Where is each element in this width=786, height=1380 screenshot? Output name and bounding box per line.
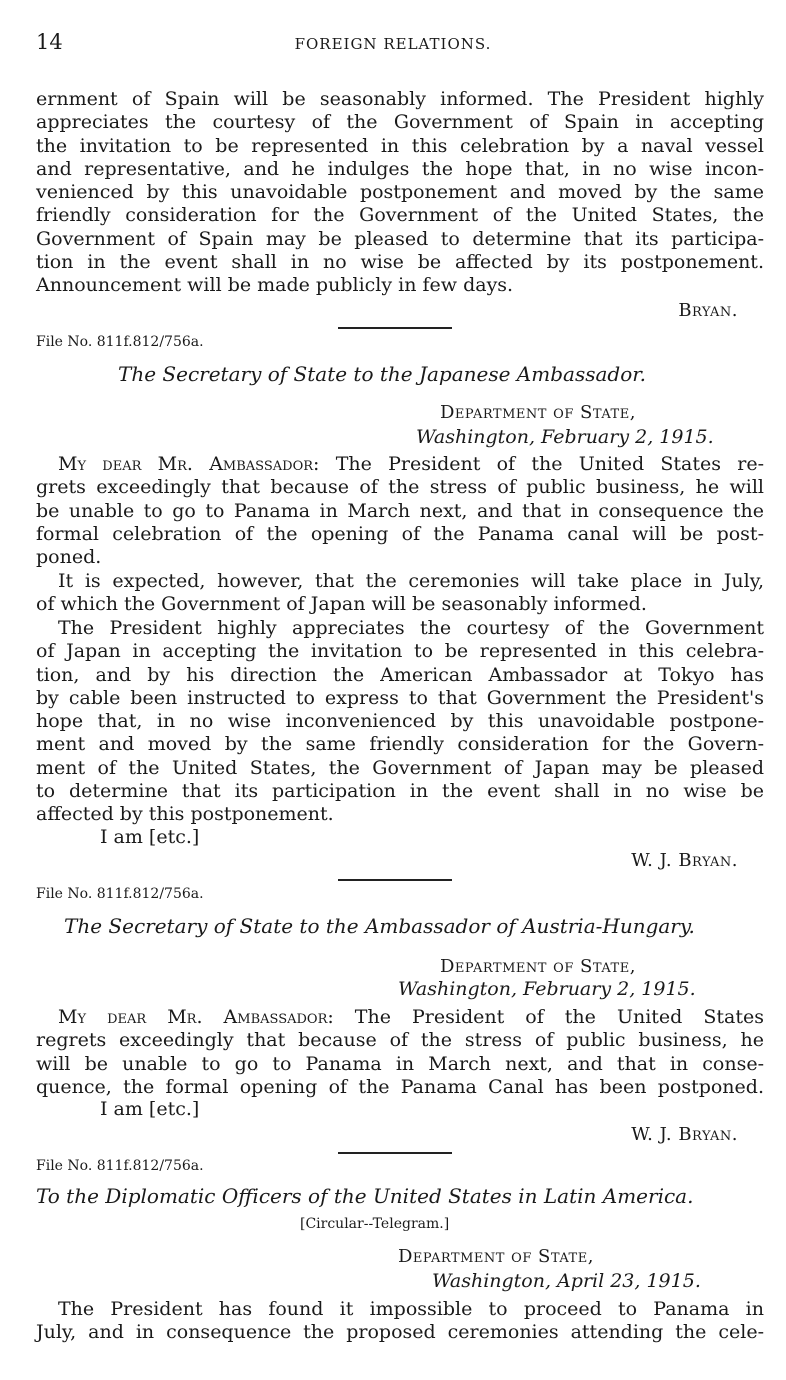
letter-title: The Secretary of State to the Ambassador of Austria-Hungary.: [64, 914, 695, 938]
circular-note: [Circular--Telegram.]: [300, 1216, 450, 1232]
file-number: File No. 811f.812/756a.: [36, 886, 204, 902]
text-line: affected by this postponement.: [36, 803, 334, 826]
spain-paragraph: [36, 88, 764, 298]
department-heading: Department of State,: [398, 1246, 594, 1267]
letter-title: The Secretary of State to the Japanese Ambassador.: [118, 362, 646, 386]
text-line: quence, the formal opening of the Panama Canal has been postponed.: [36, 1075, 764, 1098]
text-line: regrets exceedingly that because of the stress of public business, he: [36, 1029, 764, 1052]
divider-rule: [338, 1152, 452, 1154]
austria-paragraph: [36, 1006, 764, 1099]
letter-date: Washington, February 2, 1915.: [416, 426, 714, 448]
page-number: 14: [36, 30, 63, 54]
text-line: ment and moved by the same friendly consideration for the Govern-: [36, 733, 764, 756]
text-line: July, and in consequence the proposed ceremonies attending the cele-: [36, 1321, 764, 1344]
japan-paragraph-3: [36, 617, 764, 827]
text-line: It is expected, however, that the ceremonies will take place in July,: [58, 570, 764, 592]
text-line: Announcement will be made publicly in few days.: [36, 274, 514, 297]
text-line: tion in the event shall in no wise be affected by its postponement.: [36, 251, 764, 274]
letter-date: Washington, April 23, 1915.: [432, 1270, 701, 1292]
salutation: My dear Mr. Ambassador:: [58, 1006, 334, 1028]
divider-rule: [338, 879, 452, 881]
running-head: FOREIGN RELATIONS.: [294, 35, 492, 53]
text-line: friendly consideration for the Government of the United States, the: [36, 204, 764, 227]
text-line: formal celebration of the opening of the Panama canal will be post-: [36, 522, 764, 545]
department-heading: Department of State,: [440, 402, 636, 423]
page-header: [36, 30, 750, 58]
japan-paragraph-1: [36, 453, 764, 569]
text-line: My dear Mr. Ambassador: The President of the United States: [58, 1006, 764, 1028]
text-line: by cable been instructed to express to that Government the President's: [36, 686, 764, 709]
text-line: tion, and by his direction the American Ambassador at Tokyo has: [36, 663, 764, 686]
letter-title: To the Diplomatic Officers of the United States in Latin America.: [36, 1184, 694, 1208]
text-line: poned.: [36, 546, 102, 569]
closing: I am [etc.]: [100, 1098, 200, 1120]
file-number: File No. 811f.812/756a.: [36, 334, 204, 350]
japan-paragraph-2: [36, 570, 764, 617]
department-heading: Department of State,: [440, 956, 636, 977]
circular-paragraph: [36, 1298, 764, 1345]
signature: W. J. Bryan.: [631, 1124, 738, 1145]
text-line: ernment of Spain will be seasonably informed. The President highly: [36, 88, 764, 110]
text-line: My dear Mr. Ambassador: The President of the United States re-: [58, 453, 764, 475]
closing: I am [etc.]: [100, 826, 200, 848]
letter-date: Washington, February 2, 1915.: [398, 978, 696, 1000]
file-number: File No. 811f.812/756a.: [36, 1158, 204, 1174]
text-line: of which the Government of Japan will be seasonably informed.: [36, 593, 647, 616]
text-line: appreciates the courtesy of the Government of Spain in accepting: [36, 111, 764, 134]
text-line: grets exceedingly that because of the stress of public business, he will: [36, 476, 764, 499]
text-line: The President has found it impossible to proceed to Panama in: [58, 1298, 764, 1320]
text-line: hope that, in no wise inconvenienced by this unavoidable postpone-: [36, 710, 764, 733]
text-line: venienced by this unavoidable postponement and moved by the same: [36, 181, 764, 204]
text-line: The President highly appreciates the courtesy of the Government: [58, 617, 764, 639]
divider-rule: [338, 327, 452, 329]
text-line: and representative, and he indulges the hope that, in no wise incon-: [36, 157, 764, 180]
salutation: My dear Mr. Ambassador:: [58, 453, 320, 475]
text-line: Government of Spain may be pleased to determine that its participa-: [36, 227, 764, 250]
text-line: the invitation to be represented in this celebration by a naval vessel: [36, 134, 764, 157]
text-line: be unable to go to Panama in March next, and that in consequence the: [36, 499, 764, 522]
text-line: will be unable to go to Panama in March next, and that in conse-: [36, 1052, 764, 1075]
text-line: ment of the United States, the Government of Japan may be pleased: [36, 756, 764, 779]
text-line: of Japan in accepting the invitation to be represented in this celebra-: [36, 640, 764, 663]
signature: W. J. Bryan.: [631, 850, 738, 871]
text-line: to determine that its participation in the event shall in no wise be: [36, 780, 764, 803]
signature: Bryan.: [678, 300, 738, 321]
